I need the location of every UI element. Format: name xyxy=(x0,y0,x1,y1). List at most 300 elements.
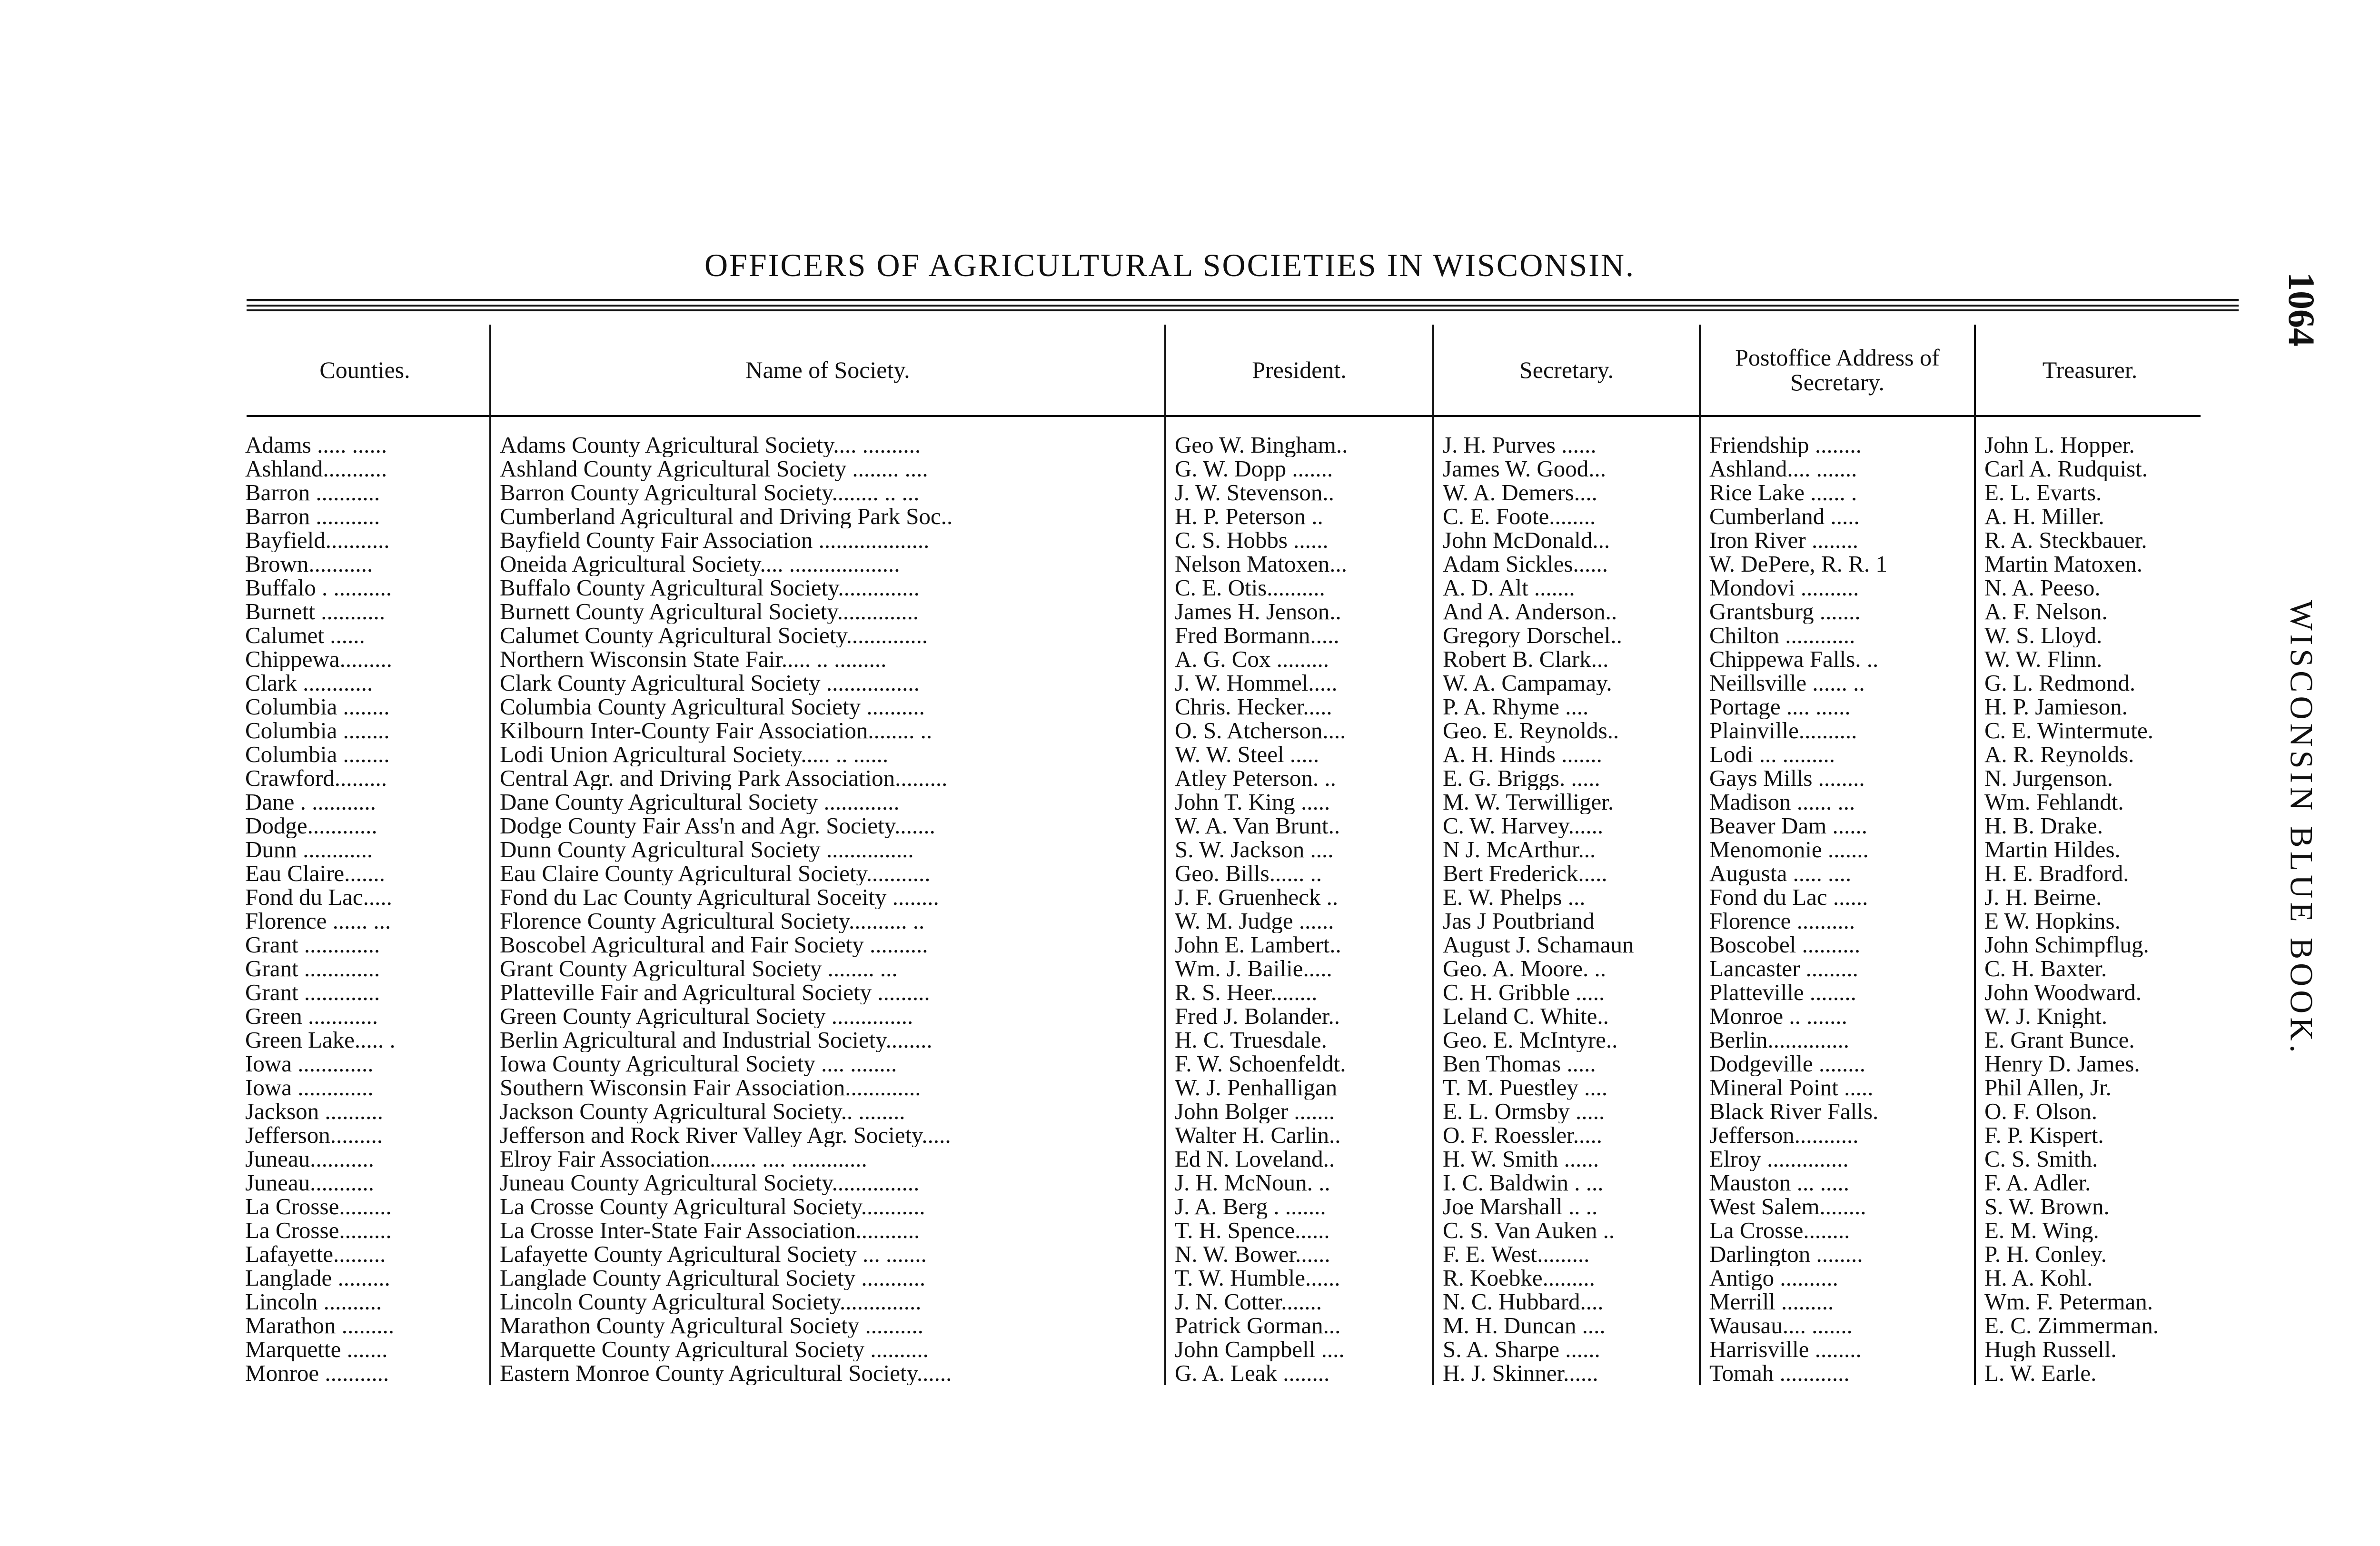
cell-president: Walter H. Carlin.. xyxy=(1165,1123,1433,1147)
cell-county: Green Lake..... . xyxy=(245,1028,396,1052)
cell-postoffice: Merrill ......... xyxy=(1700,1290,1975,1314)
cell-society: Cumberland Agricultural and Driving Park Soc.. xyxy=(490,505,1165,528)
cell-secretary: J. H. Purves ...... xyxy=(1433,433,1700,457)
table-row xyxy=(240,624,2204,647)
cell-postoffice: Ashland.... ....... xyxy=(1700,457,1975,481)
cell-postoffice: Monroe .. ....... xyxy=(1700,1004,1975,1028)
cell-county: Lafayette......... xyxy=(245,1242,386,1266)
cell-society: Oneida Agricultural Society.... ................... xyxy=(490,552,1165,576)
cell-postoffice: Portage .... ...... xyxy=(1700,695,1975,719)
table-row xyxy=(240,505,2204,528)
cell-county: Juneau........... xyxy=(245,1171,374,1195)
cell-president: S. W. Jackson .... xyxy=(1165,838,1433,862)
cell-postoffice: Plainville.......... xyxy=(1700,719,1975,743)
cell-county: Barron ........... xyxy=(245,505,380,528)
cell-secretary: E. W. Phelps ... xyxy=(1433,885,1700,909)
cell-secretary: M. W. Terwilliger. xyxy=(1433,790,1700,814)
cell-treasurer: N. A. Peeso. xyxy=(1975,576,2204,600)
cell-president: John Campbell .... xyxy=(1165,1338,1433,1361)
cell-treasurer: C. S. Smith. xyxy=(1975,1147,2204,1171)
cell-county: Brown........... xyxy=(245,552,373,576)
cell-postoffice: Platteville ........ xyxy=(1700,981,1975,1004)
cell-society: Burnett County Agricultural Society.............. xyxy=(490,600,1165,624)
table-row xyxy=(240,671,2204,695)
book-title: WISCONSIN BLUE BOOK. xyxy=(2283,600,2320,1057)
cell-president: John T. King ..... xyxy=(1165,790,1433,814)
cell-secretary: Geo. E. McIntyre.. xyxy=(1433,1028,1700,1052)
cell-president: C. S. Hobbs ...... xyxy=(1165,528,1433,552)
cell-society: La Crosse County Agricultural Society........... xyxy=(490,1195,1165,1219)
cell-county: Adams ..... ...... xyxy=(245,433,387,457)
cell-society: Calumet County Agricultural Society.............. xyxy=(490,624,1165,647)
cell-county: Marathon ......... xyxy=(245,1314,394,1338)
cell-county: Barron ........... xyxy=(245,481,380,505)
cell-postoffice: Gays Mills ........ xyxy=(1700,766,1975,790)
table-row xyxy=(240,1171,2204,1195)
cell-county: Fond du Lac..... xyxy=(245,885,392,909)
cell-president: Chris. Hecker..... xyxy=(1165,695,1433,719)
cell-president: Patrick Gorman... xyxy=(1165,1314,1433,1338)
header-rule xyxy=(247,415,2201,417)
cell-secretary: N. C. Hubbard.... xyxy=(1433,1290,1700,1314)
cell-president: W. A. Van Brunt.. xyxy=(1165,814,1433,838)
table-row xyxy=(240,838,2204,862)
cell-president: Ed N. Loveland.. xyxy=(1165,1147,1433,1171)
cell-treasurer: O. F. Olson. xyxy=(1975,1100,2204,1123)
cell-secretary: James W. Good... xyxy=(1433,457,1700,481)
cell-postoffice: Chippewa Falls. .. xyxy=(1700,647,1975,671)
cell-county: Burnett ........... xyxy=(245,600,385,624)
cell-postoffice: Cumberland ..... xyxy=(1700,505,1975,528)
cell-president: J. W. Hommel..... xyxy=(1165,671,1433,695)
header-counties: Counties. xyxy=(319,356,410,383)
table-row xyxy=(240,1052,2204,1076)
cell-society: Marquette County Agricultural Society .......... xyxy=(490,1338,1165,1361)
cell-postoffice: Jefferson........... xyxy=(1700,1123,1975,1147)
cell-county: Bayfield........... xyxy=(245,528,390,552)
cell-postoffice: Lancaster ......... xyxy=(1700,957,1975,981)
cell-postoffice: W. DePere, R. R. 1 xyxy=(1700,552,1975,576)
cell-treasurer: A. R. Reynolds. xyxy=(1975,743,2204,766)
cell-postoffice: Menomonie ....... xyxy=(1700,838,1975,862)
cell-postoffice: Rice Lake ...... . xyxy=(1700,481,1975,505)
cell-county: Buffalo . .......... xyxy=(245,576,392,600)
cell-treasurer: J. H. Beirne. xyxy=(1975,885,2204,909)
cell-president: W. W. Steel ..... xyxy=(1165,743,1433,766)
table-row xyxy=(240,457,2204,481)
cell-president: F. W. Schoenfeldt. xyxy=(1165,1052,1433,1076)
header-society: Name of Society. xyxy=(490,325,1165,415)
cell-county: Iowa ............. xyxy=(245,1052,374,1076)
table-row xyxy=(240,790,2204,814)
table-body xyxy=(240,415,2204,1385)
cell-postoffice: Augusta ..... .... xyxy=(1700,862,1975,885)
cell-president: N. W. Bower...... xyxy=(1165,1242,1433,1266)
cell-treasurer: A. F. Nelson. xyxy=(1975,600,2204,624)
table-row xyxy=(240,1004,2204,1028)
cell-county: Chippewa......... xyxy=(245,647,392,671)
cell-society: Columbia County Agricultural Society .......... xyxy=(490,695,1165,719)
cell-president: R. S. Heer........ xyxy=(1165,981,1433,1004)
cell-treasurer: Martin Hildes. xyxy=(1975,838,2204,862)
cell-county: La Crosse......... xyxy=(245,1195,392,1219)
cell-county: Dodge............ xyxy=(245,814,377,838)
cell-society: Dane County Agricultural Society ............. xyxy=(490,790,1165,814)
cell-county: Calumet ...... xyxy=(245,624,365,647)
cell-postoffice: Lodi ... ......... xyxy=(1700,743,1975,766)
cell-president: J. W. Stevenson.. xyxy=(1165,481,1433,505)
cell-county: Grant ............. xyxy=(245,957,380,981)
cell-treasurer: F. P. Kispert. xyxy=(1975,1123,2204,1147)
cell-treasurer: R. A. Steckbauer. xyxy=(1975,528,2204,552)
cell-secretary: C. H. Gribble ..... xyxy=(1433,981,1700,1004)
cell-treasurer: Hugh Russell. xyxy=(1975,1338,2204,1361)
cell-secretary: Geo. A. Moore. .. xyxy=(1433,957,1700,981)
cell-treasurer: H. B. Drake. xyxy=(1975,814,2204,838)
cell-society: Fond du Lac County Agricultural Soceity ........ xyxy=(490,885,1165,909)
cell-treasurer: A. H. Miller. xyxy=(1975,505,2204,528)
cell-treasurer: E W. Hopkins. xyxy=(1975,909,2204,933)
table-row xyxy=(240,695,2204,719)
cell-postoffice: Boscobel .......... xyxy=(1700,933,1975,957)
cell-society: La Crosse Inter-State Fair Association........... xyxy=(490,1219,1165,1242)
cell-county: Juneau........... xyxy=(245,1147,374,1171)
cell-society: Dunn County Agricultural Society ............... xyxy=(490,838,1165,862)
cell-secretary: Geo. E. Reynolds.. xyxy=(1433,719,1700,743)
cell-county: Dunn ............ xyxy=(245,838,373,862)
cell-county: Columbia ........ xyxy=(245,743,390,766)
cell-society: Juneau County Agricultural Society............... xyxy=(490,1171,1165,1195)
cell-president: A. G. Cox ......... xyxy=(1165,647,1433,671)
table-row xyxy=(240,933,2204,957)
cell-county: Dane . ........... xyxy=(245,790,376,814)
officers-table xyxy=(240,325,2204,1385)
table-row xyxy=(240,909,2204,933)
cell-secretary: C. S. Van Auken .. xyxy=(1433,1219,1700,1242)
cell-president: J. A. Berg . ....... xyxy=(1165,1195,1433,1219)
cell-society: Iowa County Agricultural Society .... ........ xyxy=(490,1052,1165,1076)
cell-president: Geo W. Bingham.. xyxy=(1165,433,1433,457)
cell-postoffice: La Crosse........ xyxy=(1700,1219,1975,1242)
cell-postoffice: Florence .......... xyxy=(1700,909,1975,933)
cell-society: Buffalo County Agricultural Society.............. xyxy=(490,576,1165,600)
cell-secretary: P. A. Rhyme .... xyxy=(1433,695,1700,719)
table-row xyxy=(240,576,2204,600)
cell-treasurer: E. L. Evarts. xyxy=(1975,481,2204,505)
title-rule-bottom xyxy=(247,309,2239,311)
cell-treasurer: W. S. Lloyd. xyxy=(1975,624,2204,647)
cell-society: Bayfield County Fair Association ................... xyxy=(490,528,1165,552)
running-head-vertical xyxy=(2273,585,2330,1071)
cell-treasurer: Phil Allen, Jr. xyxy=(1975,1076,2204,1100)
cell-secretary: N J. McArthur... xyxy=(1433,838,1700,862)
cell-treasurer: Henry D. James. xyxy=(1975,1052,2204,1076)
cell-county: Columbia ........ xyxy=(245,695,390,719)
table-header xyxy=(240,325,2204,415)
cell-president: H. C. Truesdale. xyxy=(1165,1028,1433,1052)
cell-secretary: Leland C. White.. xyxy=(1433,1004,1700,1028)
cell-postoffice: Neillsville ...... .. xyxy=(1700,671,1975,695)
cell-treasurer: H. P. Jamieson. xyxy=(1975,695,2204,719)
cell-president: Geo. Bills...... .. xyxy=(1165,862,1433,885)
cell-society: Lodi Union Agricultural Society..... .. ...... xyxy=(490,743,1165,766)
table-row xyxy=(240,862,2204,885)
header-secretary: Secretary. xyxy=(1433,325,1700,415)
cell-society: Dodge County Fair Ass'n and Agr. Society....... xyxy=(490,814,1165,838)
cell-postoffice: Berlin.............. xyxy=(1700,1028,1975,1052)
cell-society: Clark County Agricultural Society ................ xyxy=(490,671,1165,695)
cell-president: W. M. Judge ...... xyxy=(1165,909,1433,933)
table-row xyxy=(240,528,2204,552)
cell-postoffice: Iron River ........ xyxy=(1700,528,1975,552)
cell-treasurer: F. A. Adler. xyxy=(1975,1171,2204,1195)
table-row xyxy=(240,957,2204,981)
cell-secretary: John McDonald... xyxy=(1433,528,1700,552)
cell-county: La Crosse......... xyxy=(245,1219,392,1242)
cell-treasurer: W. W. Flinn. xyxy=(1975,647,2204,671)
header-president: President. xyxy=(1165,325,1433,415)
cell-president: Atley Peterson. .. xyxy=(1165,766,1433,790)
cell-postoffice: Chilton ............ xyxy=(1700,624,1975,647)
cell-county: Green ............ xyxy=(245,1004,378,1028)
header-row xyxy=(240,325,2204,415)
cell-president: Wm. J. Bailie..... xyxy=(1165,957,1433,981)
page-number: 1064 xyxy=(2281,272,2322,347)
cell-president: J. N. Cotter....... xyxy=(1165,1290,1433,1314)
cell-county: Monroe ........... xyxy=(245,1361,389,1385)
page-number-vertical xyxy=(2273,257,2330,362)
header-treasurer: Treasurer. xyxy=(1975,325,2204,415)
cell-postoffice: Beaver Dam ...... xyxy=(1700,814,1975,838)
cell-treasurer: Wm. Fehlandt. xyxy=(1975,790,2204,814)
cell-president: G. W. Dopp ....... xyxy=(1165,457,1433,481)
cell-secretary: W. A. Demers.... xyxy=(1433,481,1700,505)
cell-secretary: S. A. Sharpe ...... xyxy=(1433,1338,1700,1361)
cell-president: T. H. Spence...... xyxy=(1165,1219,1433,1242)
table-row xyxy=(240,1338,2204,1361)
cell-postoffice: Tomah ............ xyxy=(1700,1361,1975,1385)
cell-postoffice: Mondovi .......... xyxy=(1700,576,1975,600)
cell-secretary: Adam Sickles...... xyxy=(1433,552,1700,576)
cell-treasurer: Wm. F. Peterman. xyxy=(1975,1290,2204,1314)
cell-postoffice: Elroy .............. xyxy=(1700,1147,1975,1171)
cell-postoffice: Antigo .......... xyxy=(1700,1266,1975,1290)
cell-postoffice: Darlington ........ xyxy=(1700,1242,1975,1266)
cell-treasurer: E. C. Zimmerman. xyxy=(1975,1314,2204,1338)
header-postoffice: Postoffice Address of Secretary. xyxy=(1700,325,1975,415)
cell-society: Berlin Agricultural and Industrial Society........ xyxy=(490,1028,1165,1052)
title-rule-middle xyxy=(247,305,2239,307)
cell-secretary: Robert B. Clark... xyxy=(1433,647,1700,671)
table-row xyxy=(240,1314,2204,1338)
cell-society: Southern Wisconsin Fair Association............. xyxy=(490,1076,1165,1100)
cell-society: Florence County Agricultural Society.......... .. xyxy=(490,909,1165,933)
cell-postoffice: Dodgeville ........ xyxy=(1700,1052,1975,1076)
table-row xyxy=(240,1361,2204,1385)
cell-county: Grant ............. xyxy=(245,933,380,957)
cell-president: W. J. Penhalligan xyxy=(1165,1076,1433,1100)
cell-county: Jackson .......... xyxy=(245,1100,383,1123)
cell-postoffice: Grantsburg ....... xyxy=(1700,600,1975,624)
cell-secretary: C. W. Harvey...... xyxy=(1433,814,1700,838)
cell-secretary: O. F. Roessler..... xyxy=(1433,1123,1700,1147)
cell-society: Ashland County Agricultural Society ........ .... xyxy=(490,457,1165,481)
table-row xyxy=(240,719,2204,743)
cell-treasurer: G. L. Redmond. xyxy=(1975,671,2204,695)
cell-society: Jackson County Agricultural Society.. ........ xyxy=(490,1100,1165,1123)
cell-treasurer: S. W. Brown. xyxy=(1975,1195,2204,1219)
cell-postoffice: Fond du Lac ...... xyxy=(1700,885,1975,909)
cell-society: Adams County Agricultural Society.... .......... xyxy=(490,433,1165,457)
cell-county: Ashland........... xyxy=(245,457,387,481)
table-row xyxy=(240,766,2204,790)
page-title: OFFICERS OF AGRICULTURAL SOCIETIES IN WISCONSIN. xyxy=(704,247,1636,283)
cell-secretary: Gregory Dorschel.. xyxy=(1433,624,1700,647)
table-row xyxy=(240,1219,2204,1242)
cell-treasurer: P. H. Conley. xyxy=(1975,1242,2204,1266)
cell-society: Eau Claire County Agricultural Society........... xyxy=(490,862,1165,885)
table-row xyxy=(240,981,2204,1004)
table-row xyxy=(240,481,2204,505)
cell-postoffice: Madison ...... ... xyxy=(1700,790,1975,814)
cell-president: John Bolger ....... xyxy=(1165,1100,1433,1123)
cell-treasurer: H. A. Kohl. xyxy=(1975,1266,2204,1290)
cell-county: Eau Claire....... xyxy=(245,862,385,885)
cell-president: Fred Bormann..... xyxy=(1165,624,1433,647)
cell-president: T. W. Humble...... xyxy=(1165,1266,1433,1290)
cell-postoffice: Mauston ... ..... xyxy=(1700,1171,1975,1195)
cell-secretary: E. L. Ormsby ..... xyxy=(1433,1100,1700,1123)
cell-society: Boscobel Agricultural and Fair Society .......... xyxy=(490,933,1165,957)
table-row xyxy=(240,600,2204,624)
cell-treasurer: E. Grant Bunce. xyxy=(1975,1028,2204,1052)
cell-society: Kilbourn Inter-County Fair Association........ .. xyxy=(490,719,1165,743)
cell-society: Lafayette County Agricultural Society ... ....... xyxy=(490,1242,1165,1266)
title-rule-top xyxy=(247,299,2239,301)
cell-secretary: Joe Marshall .. .. xyxy=(1433,1195,1700,1219)
cell-postoffice: West Salem........ xyxy=(1700,1195,1975,1219)
cell-secretary: W. A. Campamay. xyxy=(1433,671,1700,695)
cell-postoffice: Friendship ........ xyxy=(1700,433,1975,457)
cell-county: Langlade ......... xyxy=(245,1266,390,1290)
table-row xyxy=(240,433,2204,457)
cell-postoffice: Harrisville ........ xyxy=(1700,1338,1975,1361)
cell-society: Lincoln County Agricultural Society.............. xyxy=(490,1290,1165,1314)
cell-county: Marquette ....... xyxy=(245,1338,388,1361)
cell-treasurer: E. M. Wing. xyxy=(1975,1219,2204,1242)
cell-president: James H. Jenson.. xyxy=(1165,600,1433,624)
cell-secretary: F. E. West......... xyxy=(1433,1242,1700,1266)
cell-county: Iowa ............. xyxy=(245,1076,374,1100)
cell-president: O. S. Atcherson.... xyxy=(1165,719,1433,743)
table-row xyxy=(240,1266,2204,1290)
cell-secretary: Bert Frederick..... xyxy=(1433,862,1700,885)
cell-county: Clark ............ xyxy=(245,671,373,695)
cell-postoffice: Wausau.... ....... xyxy=(1700,1314,1975,1338)
cell-president: H. P. Peterson .. xyxy=(1165,505,1433,528)
cell-secretary: Ben Thomas ..... xyxy=(1433,1052,1700,1076)
cell-secretary: I. C. Baldwin . ... xyxy=(1433,1171,1700,1195)
cell-treasurer: L. W. Earle. xyxy=(1975,1361,2204,1385)
cell-society: Eastern Monroe County Agricultural Society...... xyxy=(490,1361,1165,1385)
cell-treasurer: C. H. Baxter. xyxy=(1975,957,2204,981)
cell-society: Central Agr. and Driving Park Association......... xyxy=(490,766,1165,790)
cell-president: J. H. McNoun. .. xyxy=(1165,1171,1433,1195)
cell-secretary: H. J. Skinner...... xyxy=(1433,1361,1700,1385)
cell-county: Florence ...... ... xyxy=(245,909,391,933)
cell-president: G. A. Leak ........ xyxy=(1165,1361,1433,1385)
cell-secretary: H. W. Smith ...... xyxy=(1433,1147,1700,1171)
cell-society: Elroy Fair Association........ .... ............. xyxy=(490,1147,1165,1171)
cell-county: Jefferson......... xyxy=(245,1123,383,1147)
cell-county: Crawford......... xyxy=(245,766,387,790)
cell-treasurer: H. E. Bradford. xyxy=(1975,862,2204,885)
cell-society: Platteville Fair and Agricultural Society ......... xyxy=(490,981,1165,1004)
cell-secretary: T. M. Puestley .... xyxy=(1433,1076,1700,1100)
cell-president: John E. Lambert.. xyxy=(1165,933,1433,957)
table-row xyxy=(240,1123,2204,1147)
cell-president: C. E. Otis.......... xyxy=(1165,576,1433,600)
cell-secretary: M. H. Duncan .... xyxy=(1433,1314,1700,1338)
cell-president: Fred J. Bolander.. xyxy=(1165,1004,1433,1028)
table-row xyxy=(240,1147,2204,1171)
cell-treasurer: W. J. Knight. xyxy=(1975,1004,2204,1028)
cell-secretary: Jas J Poutbriand xyxy=(1433,909,1700,933)
cell-society: Northern Wisconsin State Fair..... .. ......... xyxy=(490,647,1165,671)
cell-treasurer: John Woodward. xyxy=(1975,981,2204,1004)
table-row xyxy=(240,1076,2204,1100)
cell-treasurer: Martin Matoxen. xyxy=(1975,552,2204,576)
cell-treasurer: John L. Hopper. xyxy=(1975,433,2204,457)
cell-treasurer: John Schimpflug. xyxy=(1975,933,2204,957)
cell-secretary: August J. Schamaun xyxy=(1433,933,1700,957)
cell-president: J. F. Gruenheck .. xyxy=(1165,885,1433,909)
cell-secretary: And A. Anderson.. xyxy=(1433,600,1700,624)
cell-secretary: R. Koebke......... xyxy=(1433,1266,1700,1290)
cell-postoffice: Mineral Point ..... xyxy=(1700,1076,1975,1100)
cell-society: Barron County Agricultural Society........ .. ... xyxy=(490,481,1165,505)
cell-secretary: C. E. Foote........ xyxy=(1433,505,1700,528)
cell-society: Green County Agricultural Society .............. xyxy=(490,1004,1165,1028)
cell-treasurer: N. Jurgenson. xyxy=(1975,766,2204,790)
cell-treasurer: C. E. Wintermute. xyxy=(1975,719,2204,743)
table-row xyxy=(240,885,2204,909)
cell-society: Marathon County Agricultural Society .......... xyxy=(490,1314,1165,1338)
table-row xyxy=(240,743,2204,766)
cell-county: Lincoln .......... xyxy=(245,1290,382,1314)
cell-postoffice: Black River Falls. xyxy=(1700,1100,1975,1123)
table-row xyxy=(240,1195,2204,1219)
table-row xyxy=(240,814,2204,838)
cell-secretary: E. G. Briggs. ..... xyxy=(1433,766,1700,790)
table-row xyxy=(240,1028,2204,1052)
cell-county: Grant ............. xyxy=(245,981,380,1004)
cell-society: Langlade County Agricultural Society ........... xyxy=(490,1266,1165,1290)
table-row xyxy=(240,1290,2204,1314)
cell-society: Jefferson and Rock River Valley Agr. Society..... xyxy=(490,1123,1165,1147)
cell-county: Columbia ........ xyxy=(245,719,390,743)
table-row xyxy=(240,552,2204,576)
cell-president: Nelson Matoxen... xyxy=(1165,552,1433,576)
cell-treasurer: Carl A. Rudquist. xyxy=(1975,457,2204,481)
table-row xyxy=(240,647,2204,671)
table-row xyxy=(240,1242,2204,1266)
cell-secretary: A. H. Hinds ....... xyxy=(1433,743,1700,766)
cell-secretary: A. D. Alt ....... xyxy=(1433,576,1700,600)
cell-society: Grant County Agricultural Society ........ ... xyxy=(490,957,1165,981)
header-spacer-row xyxy=(240,415,2204,433)
table-row xyxy=(240,1100,2204,1123)
